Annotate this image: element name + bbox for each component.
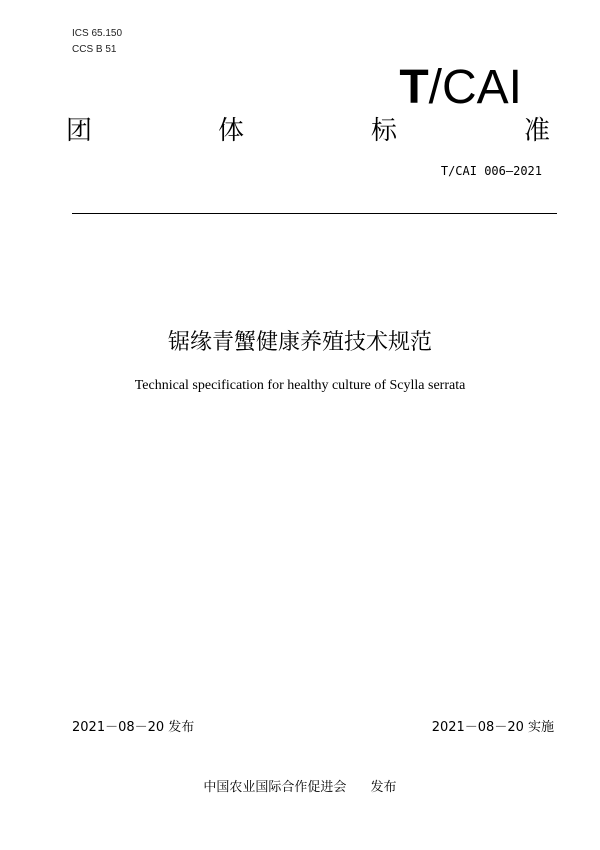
standard-type-char-1: 团: [66, 116, 93, 146]
implementation-date: 2021－08－20 实施: [431, 720, 554, 735]
standard-type-char-3: 标: [371, 116, 398, 146]
ccs-code: CCS B 51: [72, 44, 117, 55]
header-divider: [72, 213, 557, 214]
standard-code: T/CAI 006—2021: [440, 164, 542, 178]
logo-cai: /CAI: [428, 61, 522, 114]
title-chinese: 锯缘青蟹健康养殖技术规范: [167, 330, 432, 355]
tcai-logo: [399, 60, 522, 116]
standard-type-char-4: 准: [524, 116, 551, 146]
title-english: Technical specification for healthy culture of Scylla serrata: [134, 378, 466, 393]
logo-t: T: [399, 61, 429, 114]
issue-date: 2021－08－20 发布: [72, 720, 195, 735]
ics-code: ICS 65.150: [72, 28, 123, 39]
publisher: 中国农业国际合作促进会 发布: [203, 780, 397, 795]
standard-type-char-2: 体: [218, 116, 245, 146]
